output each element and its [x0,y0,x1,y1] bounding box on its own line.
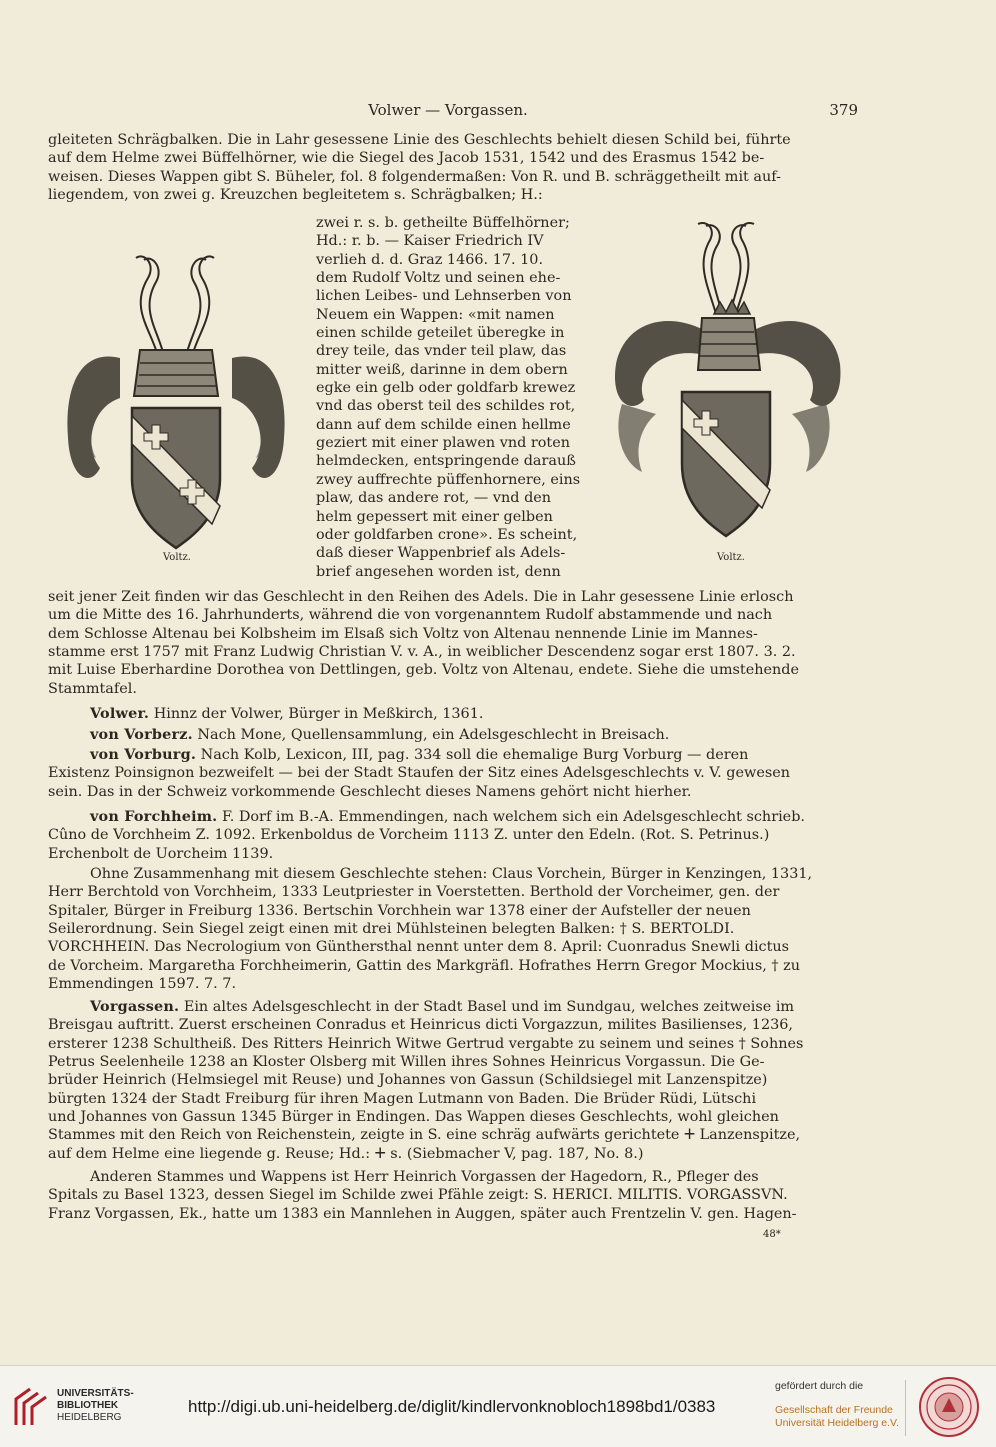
text-line: daß dieser Wappenbrief als Adels- [316,545,566,562]
text-line: vnd das oberst teil des schildes rot, [316,398,576,415]
text-line: oder goldfarben crone». Es scheint, [316,526,578,543]
entry-heading: von Vorberz. [90,726,193,743]
text-line: Stammes mit den Reich von Reichenstein, zeigte in S. eine schräg aufwärts gerichtete ⵜ Lanzenspitze, [48,1127,801,1144]
text-line: Petrus Seelenheile 1238 an Kloster Olsberg mit Willen ihres Sohnes Heinricus Vorgassun. Die Ge- [48,1054,765,1071]
entry-text: F. Dorf im B.-A. Emmendingen, nach welchem sich ein Adelsgeschlecht schrieb. [221,809,805,825]
text-line: Ohne Zusammenhang mit diesem Geschlechte stehen: Claus Vorchein, Bürger in Kenzingen, 1331, [90,866,813,882]
text-line: Seilerordnung. Sein Siegel zeigt einen mit drei Mühlsteinen belegten Balken: † S. BERTOLDI. [48,921,735,938]
text-line: zwey auffrechte püffenhornere, eins [316,471,581,488]
footer-bar [0,1365,996,1447]
library-name-line: BIBLIOTHEK [57,1400,119,1411]
text-line: helm gepessert mit einer gelben [316,508,553,525]
text-line: sein. Das in der Schweiz vorkommende Geschlecht dieses Namens gehört nicht hierher. [48,783,692,800]
text-line: auf dem Helme zwei Büffelhörner, wie die Siegel des Jacob 1531, 1542 und des Erasmus 1542 be- [48,150,765,167]
society-name-line: Gesellschaft der Freunde [775,1404,893,1416]
text-line: Cûno de Vorchheim Z. 1092. Erkenboldus de Vorcheim 1113 Z. unter den Edeln. (Rot. S. Petrinus.) [48,827,770,844]
text-line: geziert mit einer plawen vnd roten [316,435,570,452]
text-line: verlieh d. d. Graz 1466. 17. 10. [316,251,544,268]
text-line: gleiteten Schrägbalken. Die in Lahr gesessene Linie des Geschlechts behielt diesen Schild bei, führte [48,132,791,148]
text-line: um die Mitte des 16. Jahrhunderts, während die von vorgenanntem Rudolf abstammende und nach [48,607,773,624]
continuation-paragraph [48,588,848,698]
text-line: einen schilde geteilet überegke in [316,325,565,342]
entry-heading: Volwer. [90,705,150,722]
signature-mark: 48* [763,1229,781,1240]
intro-paragraph [48,131,848,204]
text-line: seit jener Zeit finden wir das Geschlecht in den Reihen des Adels. Die in Lahr gesessene Linie erlosch [48,589,794,605]
text-line: drey teile, das vnder teil plaw, das [316,343,567,360]
library-name-line: UNIVERSITÄTS- [57,1388,134,1399]
text-line: Neuem ein Wappen: «mit namen [316,306,555,323]
text-line: liegendem, von zwei g. Kreuzchen begleitetem s. Schrägbalken; H.: [48,187,543,204]
text-line: lichen Leibes- und Lehnserben von [316,288,572,305]
text-line: Stammtafel. [48,680,137,697]
text-line: Erchenbolt de Uorcheim 1139. [48,845,274,862]
text-line: egke ein gelb oder goldfarb krewez [316,380,576,397]
entry-text: Ein altes Adelsgeschlecht in der Stadt Basel und im Sundgau, welches zeitweise im [183,999,795,1015]
university-seal-icon [918,1376,980,1438]
coat-of-arms-right [604,214,844,554]
library-name-line: HEIDELBERG [57,1412,122,1423]
text-line: plaw, das andere rot, — vnd den [316,490,552,507]
text-line: dem Rudolf Voltz und seinen ehe- [316,270,561,287]
footer-divider [905,1380,906,1436]
entry-heading: Vorgassen. [90,998,180,1015]
text-line: zwei r. s. b. getheilte Büffelhörner; [316,215,570,231]
text-line: Franz Vorgassen, Ek., hatte um 1383 ein Mannlehen in Auggen, später auch Frentzelin V. gen. Hagen- [48,1205,797,1222]
text-line: ersterer 1238 Schultheiß. Des Ritters Heinrich Witwe Gertrud vergabte zu seinem und seines † Sohnes [48,1035,804,1052]
entry-volwer [48,705,848,723]
text-line: mitter weiß, darinne in dem obern [316,361,568,378]
entry-text: Nach Mone, Quellensammlung, ein Adelsgeschlecht in Breisach. [197,727,670,743]
library-logo-icon [12,1385,52,1429]
text-line: Spitaler, Bürger in Freiburg 1336. Bertschin Vorchhein war 1378 einer der Aufsteller der neuen [48,902,751,919]
running-title: Volwer — Vorgassen. [368,101,528,119]
text-line: Anderen Stammes und Wappens ist Herr Heinrich Vorgassen der Hagedorn, R., Pfleger des [90,1169,759,1185]
text-line: Hd.: r. b. — Kaiser Friedrich IV [316,233,544,250]
permalink-url[interactable]: http://digi.ub.uni-heidelberg.de/diglit/kindlervonknobloch1898bd1/0383 [188,1397,716,1416]
entry-vorgassen [48,998,848,1163]
text-line [48,726,848,744]
text-line [48,998,848,1016]
society-name-line: Universität Heidelberg e.V. [775,1417,899,1429]
text-line: auf dem Helme eine liegende g. Reuse; Hd.: ⵜ s. (Siebmacher V, pag. 187, No. 8.) [48,1145,644,1162]
text-line: bürgten 1324 der Stadt Freiburg für ihren Magen Lutmann von Baden. Die Brüder Rüdi, Lütschi [48,1090,757,1107]
text-line: brüder Heinrich (Helmsiegel mit Reuse) und Johannes von Gassun (Schildsiegel mit Lanzenspitze) [48,1072,768,1089]
library-name [57,1388,134,1424]
text-line: mit Luise Eberhardine Dorothea von Dettlingen, geb. Voltz von Altenau, endete. Siehe die umstehende [48,662,800,679]
text-line: helmdecken, entspringende darauß [316,453,576,470]
text-line: dem Schlosse Altenau bei Kolbsheim im Elsaß sich Voltz von Altenau nennende Linie im Mannes- [48,625,758,642]
entry-vorberz [48,726,848,744]
column-paragraph [316,214,585,581]
entry-forchheim [48,808,848,863]
sponsor-label: gefördert durch die [775,1380,864,1392]
text-line: stamme erst 1757 mit Franz Ludwig Christian V. v. A., in weiblicher Descendenz sogar erst 1807. 3. 2. [48,644,796,661]
entry-heading: von Vorburg. [90,746,197,763]
text-line: VORCHHEIN. Das Necrologium von Günthersthal nennt unter dem 8. April: Cuonradus Snewli dictus [48,939,790,956]
page-number: 379 [829,101,858,119]
entry-heading: von Forchheim. [90,808,218,825]
text-line [48,808,848,826]
caption-left: Voltz. [163,552,191,563]
text-line: Existenz Poinsignon bezweifelt — bei der Stadt Staufen der Sitz eines Adelsgeschlechts v. V. gewesen [48,765,791,782]
entry-vorgassen-continued [48,1168,848,1223]
society-name [775,1404,899,1430]
text-line: und Johannes von Gassun 1345 Bürger in Endingen. Das Wappen dieses Geschlechts, wohl gleichen [48,1109,779,1126]
text-line: Emmendingen 1597. 7. 7. [48,976,237,993]
entry-text: Nach Kolb, Lexicon, III, pag. 334 soll die ehemalige Burg Vorburg — deren [200,747,749,763]
text-line: brief angesehen worden ist, denn [316,563,561,580]
text-line: Herr Berchtold von Vorchheim, 1333 Leutpriester in Voerstetten. Berthold der Vorcheimer, gen. der [48,884,780,901]
running-header [48,101,858,123]
text-line: de Vorcheim. Margaretha Forchheimerin, Gattin des Markgräfl. Hofrathes Herrn Gregor Mockius, † zu [48,957,800,974]
entry-text: Hinnz der Volwer, Bürger in Meßkirch, 1361. [153,706,484,722]
entry-vorburg [48,746,848,801]
text-line: Spitals zu Basel 1323, dessen Siegel im Schilde zwei Pfähle zeigt: S. HERICI. MILITIS. VORGASSVN. [48,1187,788,1204]
text-line [48,746,848,764]
text-line: dann auf dem schilde einen hellme [316,416,571,433]
text-line: weisen. Dieses Wappen gibt S. Büheler, fol. 8 folgendermaßen: Von R. und B. schräggetheilt mit auf- [48,168,781,185]
text-line: Breisgau auftritt. Zuerst erscheinen Conradus et Heinricus dicti Vorgazzun, milites Basilienses, 1236, [48,1017,793,1034]
caption-right: Voltz. [717,552,745,563]
text-line [48,705,848,723]
entry-forchheim-continued [48,865,848,993]
coat-of-arms-left [60,238,292,558]
